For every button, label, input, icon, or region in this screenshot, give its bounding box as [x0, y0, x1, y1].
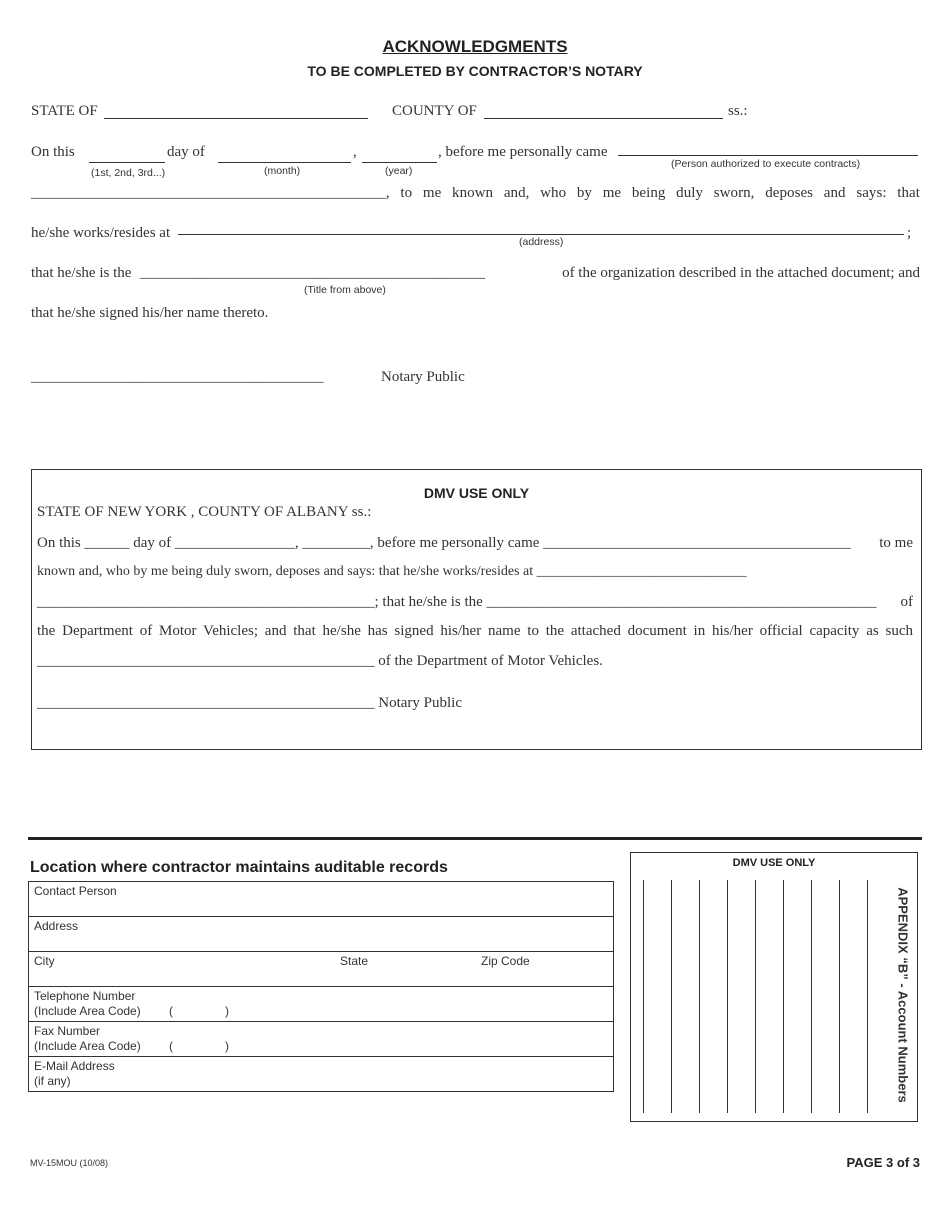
dmv-line-3-end: of [900, 594, 913, 610]
hint-day: (1st, 2nd, 3rd...) [91, 167, 166, 179]
address-field[interactable] [178, 234, 904, 235]
works-label: he/she works/resides at [31, 225, 171, 241]
dmv-line-1: On this ______ day of ________________, _________, before me personally came _________________________________________ [37, 535, 851, 551]
dmv-notary-line[interactable]: _____________________________________________ Notary Public [37, 695, 462, 711]
telephone-row[interactable] [29, 987, 613, 1022]
title-field[interactable]: ______________________________________________ [140, 265, 485, 281]
email-label: E-Mail Address [34, 1059, 115, 1073]
account-column-line [811, 880, 812, 1113]
dmv-line-3: _____________________________________________; that he/she is the ____________________________________________________ [37, 594, 877, 610]
page-number: PAGE 3 of 3 [846, 1155, 920, 1170]
account-column-line [727, 880, 728, 1113]
city-state-zip-row[interactable] [29, 952, 613, 987]
contact-person-row[interactable] [29, 882, 613, 917]
records-table [28, 881, 614, 1092]
telephone-sublabel: (Include Area Code) [34, 1004, 141, 1018]
fax-sublabel: (Include Area Code) [34, 1039, 141, 1053]
zip-label: Zip Code [481, 954, 530, 968]
address-label: Address [34, 919, 79, 933]
state-label: STATE OF [31, 103, 98, 119]
account-column-line [783, 880, 784, 1113]
account-column-line [839, 880, 840, 1113]
fax-paren-close: ) [225, 1039, 229, 1053]
county-field[interactable] [484, 118, 723, 119]
address-row[interactable] [29, 917, 613, 952]
comma: , [353, 144, 357, 160]
dmv-line-5: _____________________________________________ of the Department of Motor Vehicles. [37, 653, 603, 669]
appendix-label: APPENDIX “B” - Account Numbers [895, 887, 911, 1103]
day-of-label: day of [167, 144, 205, 160]
section-divider [28, 837, 922, 840]
fax-label: Fax Number [34, 1024, 101, 1038]
that-is-the-label: that he/she is the [31, 265, 132, 281]
account-box-heading: DMV USE ONLY [732, 857, 816, 869]
account-column-line [699, 880, 700, 1113]
telephone-paren-close: ) [225, 1004, 229, 1018]
semicolon: ; [907, 225, 912, 241]
hint-person: (Person authorized to execute contracts) [671, 158, 861, 170]
contact-person-label: Contact Person [34, 884, 117, 898]
dmv-line-2: known and, who by me being duly sworn, deposes and says: that he/she works/resides at ______________________________ [37, 564, 747, 579]
account-column-line [671, 880, 672, 1113]
account-column-line [867, 880, 868, 1113]
page-title: ACKNOWLEDGMENTS [382, 37, 568, 56]
hint-month: (month) [264, 165, 301, 177]
fax-paren-open: ( [169, 1039, 173, 1053]
state-field[interactable] [104, 118, 368, 119]
dmv-state-county: STATE OF NEW YORK , COUNTY OF ALBANY ss.: [37, 504, 372, 520]
telephone-label: Telephone Number [34, 989, 136, 1003]
on-this-label: On this [31, 144, 75, 160]
hint-address: (address) [519, 236, 564, 248]
account-column-line [643, 880, 644, 1113]
account-column-line [755, 880, 756, 1113]
before-me-label: , before me personally came [438, 144, 608, 160]
month-field[interactable] [218, 162, 351, 163]
year-field[interactable] [362, 162, 437, 163]
fax-row[interactable] [29, 1022, 613, 1057]
hint-year: (year) [385, 165, 413, 177]
dmv-heading: DMV USE ONLY [423, 485, 530, 501]
hint-title: (Title from above) [304, 284, 386, 296]
records-heading: Location where contractor maintains auditable records [30, 859, 448, 876]
known-line: _______________________________________________, to me known and, who by me being duly sworn, deposes and says: that [31, 185, 920, 201]
ss-label: ss.: [728, 103, 748, 119]
person-field[interactable] [618, 155, 918, 156]
county-label: COUNTY OF [392, 103, 477, 119]
notary-signature-line[interactable]: _______________________________________ [31, 369, 324, 385]
email-row[interactable] [29, 1057, 613, 1091]
email-sublabel: (if any) [34, 1074, 71, 1088]
city-label: City [34, 954, 55, 968]
dmv-line-4: the Department of Motor Vehicles; and that he/she has signed his/her name to the attached document in his/her official capacity as such [37, 623, 913, 639]
dmv-line-1-end: to me [879, 535, 913, 551]
state-label-records: State [340, 954, 369, 968]
signed-statement: that he/she signed his/her name thereto. [31, 305, 269, 321]
of-organization-label: of the organization described in the attached document; and [562, 265, 920, 281]
account-numbers-box [630, 852, 918, 1122]
form-id: MV-15MOU (10/08) [30, 1158, 109, 1168]
page-subtitle: TO BE COMPLETED BY CONTRACTOR’S NOTARY [307, 63, 643, 79]
notary-public-label: Notary Public [381, 369, 465, 385]
day-field[interactable] [89, 162, 165, 163]
telephone-paren-open: ( [169, 1004, 173, 1018]
